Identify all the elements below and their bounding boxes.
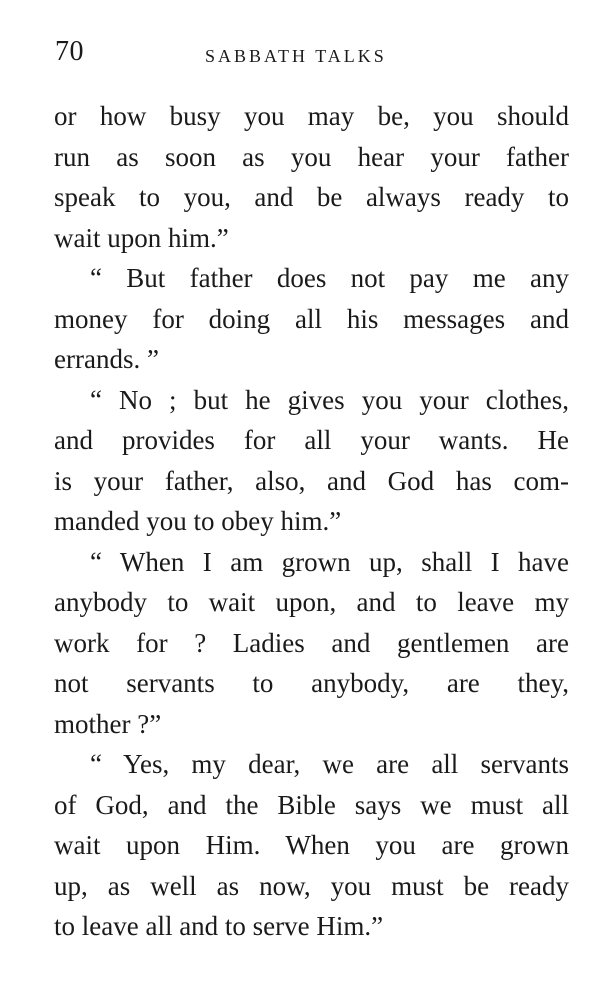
text-line: “ When I am grown up, shall I have <box>90 546 569 577</box>
text-line: or how busy you may be, you should <box>54 101 569 131</box>
text-line: work for ? Ladies and gentlemen are <box>54 627 569 658</box>
text-line: wait upon Him. When you are grown <box>54 830 569 860</box>
text-line: manded you to obey him.” <box>54 506 342 536</box>
body-text <box>54 96 569 947</box>
text-line: anybody to wait upon, and to leave my <box>54 587 569 617</box>
text-line: and provides for all your wants. He <box>54 425 569 455</box>
text-line: to leave all and to serve Him.” <box>54 911 384 941</box>
text-line: mother ?” <box>54 708 162 739</box>
text-line: is your father, also, and God has com- <box>54 465 569 496</box>
text-line: of God, and the Bible says we must all <box>54 789 569 820</box>
text-line: wait upon him.” <box>54 222 229 253</box>
text-line: money for doing all his messages and <box>54 303 569 334</box>
text-line: speak to you, and be always ready to <box>54 182 569 212</box>
page-header <box>55 36 565 76</box>
page-number: 70 <box>55 36 84 67</box>
text-line: up, as well as now, you must be ready <box>54 870 569 901</box>
text-line: “ No ; but he gives you your clothes, <box>90 384 569 415</box>
text-line: run as soon as you hear your father <box>54 141 569 172</box>
text-line: errands. ” <box>54 344 159 374</box>
running-head: SABBATH TALKS <box>205 46 387 66</box>
text-line: “ Yes, my dear, we are all servants <box>90 749 569 779</box>
text-line: “ But father does not pay me any <box>90 263 569 293</box>
text-line: not servants to anybody, are they, <box>54 668 569 698</box>
